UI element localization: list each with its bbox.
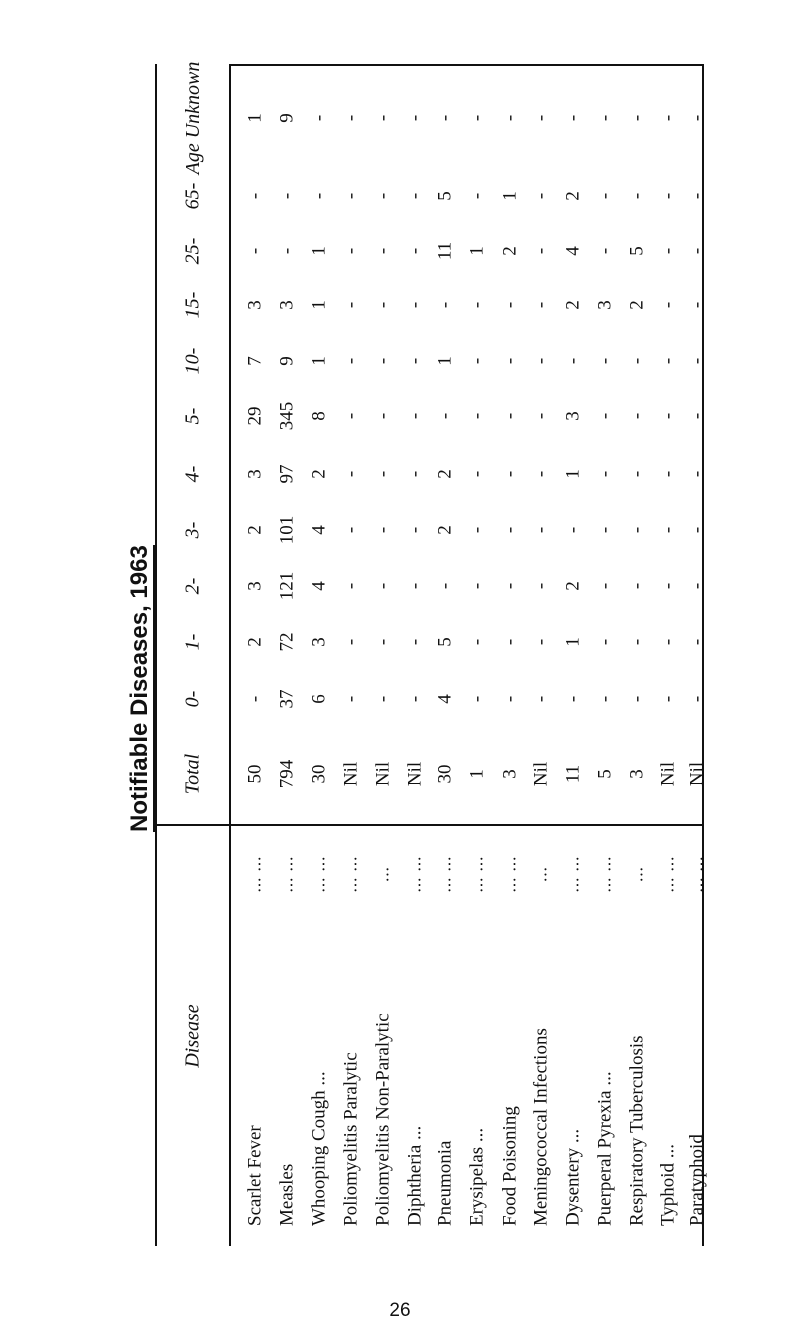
- table-cell-text: -: [686, 114, 708, 122]
- table-cell-text: -: [530, 470, 552, 478]
- table-cell-text: -: [530, 412, 552, 420]
- table-cell-text: -: [372, 412, 394, 420]
- table-cell-text: -: [686, 247, 708, 255]
- table-cell-text: 2: [499, 246, 521, 256]
- table-cell-text: 11: [562, 764, 584, 784]
- table-cell-text: 3: [308, 637, 330, 647]
- table-cell-text: -: [308, 114, 330, 122]
- table-cell-text: 5: [626, 246, 648, 256]
- table-cell-text: -: [434, 582, 456, 590]
- table-cell-text: -: [340, 638, 362, 646]
- column-header-8-text: 15-: [181, 291, 204, 319]
- table-cell-text: -: [530, 582, 552, 590]
- table-cell-text: -: [434, 114, 456, 122]
- table-cell-text: -: [244, 247, 266, 255]
- table-cell-text: -: [657, 357, 679, 365]
- table-cell-text: -: [466, 412, 488, 420]
- leader-dots-text: ...: [627, 866, 647, 882]
- table-cell-text: 101: [276, 515, 298, 545]
- table-cell-text: Nil: [372, 761, 394, 787]
- table-cell-text: -: [657, 638, 679, 646]
- table-cell-text: -: [562, 695, 584, 703]
- table-cell-text: -: [499, 357, 521, 365]
- table-cell-text: 2: [244, 525, 266, 535]
- table-cell-text: 5: [434, 191, 456, 201]
- table-cell-text: -: [530, 357, 552, 365]
- table-cell-text: -: [530, 114, 552, 122]
- table-cell-text: -: [686, 695, 708, 703]
- column-header-6-text: 5-: [181, 407, 204, 425]
- table-cell-text: 2: [308, 469, 330, 479]
- table-cell-text: -: [626, 470, 648, 478]
- table-cell-text: 1: [244, 113, 266, 123]
- column-header-1-text: 0-: [181, 690, 204, 708]
- table-cell-text: -: [466, 638, 488, 646]
- table-cell-text: -: [466, 695, 488, 703]
- table-cell-text: -: [340, 192, 362, 200]
- table-cell-text: -: [404, 695, 426, 703]
- table-cell-text: -: [340, 114, 362, 122]
- table-cell-text: -: [626, 192, 648, 200]
- table-cell-text: -: [466, 470, 488, 478]
- table-cell-text: -: [562, 114, 584, 122]
- disease-name-text: Paratyphoid: [686, 1134, 708, 1226]
- table-cell-text: -: [657, 247, 679, 255]
- table-cell-text: -: [404, 247, 426, 255]
- table-cell-text: -: [530, 301, 552, 309]
- disease-name-text: Puerperal Pyrexia ...: [594, 1071, 616, 1226]
- table-cell-text: 4: [308, 525, 330, 535]
- table-top-rule: [229, 64, 704, 66]
- table-cell-text: 1: [562, 637, 584, 647]
- table-cell-text: -: [372, 192, 394, 200]
- disease-header-text: Disease: [181, 1004, 204, 1068]
- table-cell-text: Nil: [686, 761, 708, 787]
- table-cell-text: -: [530, 526, 552, 534]
- table-cell-text: -: [594, 357, 616, 365]
- table-cell-text: -: [626, 582, 648, 590]
- disease-name-text: Typhoid ...: [657, 1143, 679, 1226]
- table-cell-text: -: [686, 470, 708, 478]
- table-cell-text: Nil: [404, 761, 426, 787]
- disease-name-text: Poliomyelitis Paralytic: [340, 1052, 362, 1226]
- table-cell-text: -: [499, 526, 521, 534]
- table-cell-text: 7: [244, 356, 266, 366]
- table-cell-text: 9: [276, 113, 298, 123]
- table-cell-text: 4: [562, 246, 584, 256]
- table-cell-text: -: [404, 357, 426, 365]
- table-cell-text: 3: [244, 469, 266, 479]
- table-cell-text: 1: [308, 356, 330, 366]
- table-cell-text: -: [530, 695, 552, 703]
- disease-name-text: Poliomyelitis Non-Paralytic: [372, 1013, 394, 1226]
- table-cell-text: -: [499, 695, 521, 703]
- table-cell-text: -: [372, 582, 394, 590]
- column-header-2-text: 1-: [181, 633, 204, 651]
- table-cell-text: 3: [244, 581, 266, 591]
- table-cell-text: -: [372, 638, 394, 646]
- table-cell-text: -: [562, 526, 584, 534]
- table-cell-text: 2: [626, 300, 648, 310]
- table-cell-text: 11: [434, 241, 456, 261]
- table-mid-rule: [155, 824, 704, 826]
- leader-dots-text: ... ...: [467, 855, 487, 893]
- table-cell-text: -: [686, 301, 708, 309]
- table-cell-text: -: [340, 526, 362, 534]
- table-cell-text: 37: [276, 689, 298, 709]
- disease-name-text: Measles: [276, 1163, 298, 1226]
- table-cell-text: -: [244, 695, 266, 703]
- table-cell-text: -: [657, 412, 679, 420]
- table-cell-text: 9: [276, 356, 298, 366]
- table-cell-text: -: [372, 247, 394, 255]
- table-cell-text: -: [594, 412, 616, 420]
- disease-name-text: Meningococcal Infections: [530, 1028, 552, 1226]
- table-cell-text: 3: [276, 300, 298, 310]
- table-cell-text: -: [657, 470, 679, 478]
- table-cell-text: -: [626, 357, 648, 365]
- table-cell-text: 3: [499, 769, 521, 779]
- table-cell-text: -: [626, 526, 648, 534]
- table-cell-text: Nil: [530, 761, 552, 787]
- table-cell-text: -: [686, 526, 708, 534]
- table-cell-text: -: [404, 638, 426, 646]
- leader-dots-text: ... ...: [658, 855, 678, 893]
- table-cell-text: -: [466, 301, 488, 309]
- table-cell-text: 8: [308, 411, 330, 421]
- table-cell-text: 1: [562, 469, 584, 479]
- table-cell-text: -: [594, 114, 616, 122]
- table-cell-text: -: [404, 114, 426, 122]
- table-cell-text: 4: [434, 694, 456, 704]
- table-cell-text: -: [657, 192, 679, 200]
- table-cell-text: -: [499, 114, 521, 122]
- table-cell-text: -: [657, 526, 679, 534]
- disease-name-text: Diphtheria ...: [404, 1125, 426, 1226]
- table-cell-text: -: [686, 192, 708, 200]
- leader-dots-text: ... ...: [435, 855, 455, 893]
- table-left-border: [155, 64, 157, 1246]
- table-cell-text: -: [466, 357, 488, 365]
- table-cell-text: -: [404, 301, 426, 309]
- table-cell-text: -: [372, 301, 394, 309]
- table-cell-text: -: [657, 301, 679, 309]
- table-cell-text: -: [657, 695, 679, 703]
- column-header-9-text: 25-: [181, 237, 204, 265]
- table-cell-text: -: [434, 412, 456, 420]
- table-cell-text: -: [466, 582, 488, 590]
- table-cell-text: -: [499, 412, 521, 420]
- table-cell-text: 794: [276, 759, 298, 789]
- leader-dots-text: ...: [531, 866, 551, 882]
- notifiable-diseases-table: [155, 56, 708, 1246]
- table-cell-text: 5: [594, 769, 616, 779]
- table-cell-text: -: [404, 526, 426, 534]
- table-cell-text: -: [404, 582, 426, 590]
- table-cell-text: -: [499, 638, 521, 646]
- table-cell-text: 29: [244, 406, 266, 426]
- table-cell-text: 1: [466, 246, 488, 256]
- table-cell-text: -: [626, 114, 648, 122]
- table-cell-text: -: [276, 247, 298, 255]
- table-cell-text: 3: [244, 300, 266, 310]
- table-cell-text: Nil: [340, 761, 362, 787]
- leader-dots-text: ... ...: [277, 855, 297, 893]
- table-cell-text: 2: [562, 191, 584, 201]
- table-cell-text: 6: [308, 694, 330, 704]
- table-header-divider: [229, 64, 231, 1246]
- table-cell-text: 3: [594, 300, 616, 310]
- table-cell-text: 1: [499, 191, 521, 201]
- table-cell-text: 2: [434, 469, 456, 479]
- table-cell-text: Nil: [657, 761, 679, 787]
- table-cell-text: -: [594, 247, 616, 255]
- table-cell-text: 5: [434, 637, 456, 647]
- table-cell-text: -: [340, 357, 362, 365]
- table-cell-text: 3: [626, 769, 648, 779]
- disease-name-text: Food Poisoning: [499, 1106, 521, 1226]
- table-cell-text: -: [308, 192, 330, 200]
- table-cell-text: 2: [562, 581, 584, 591]
- page-number: 26: [389, 1300, 411, 1321]
- table-cell-text: 97: [276, 464, 298, 484]
- leader-dots-text: ... ...: [341, 855, 361, 893]
- table-cell-text: -: [686, 412, 708, 420]
- table-cell-text: -: [594, 192, 616, 200]
- table-cell-text: -: [594, 582, 616, 590]
- table-cell-text: 30: [434, 764, 456, 784]
- column-header-5-text: 4-: [181, 465, 204, 483]
- table-cell-text: 1: [466, 769, 488, 779]
- table-cell-text: -: [530, 638, 552, 646]
- table-cell-text: -: [594, 695, 616, 703]
- table-cell-text: -: [499, 470, 521, 478]
- table-cell-text: 121: [276, 571, 298, 601]
- leader-dots-text: ... ...: [595, 855, 615, 893]
- disease-name-text: Scarlet Fever: [244, 1125, 266, 1226]
- leader-dots-text: ... ...: [563, 855, 583, 893]
- table-cell-text: 1: [308, 246, 330, 256]
- table-cell-text: 4: [308, 581, 330, 591]
- column-header-7-text: 10-: [181, 347, 204, 375]
- table-cell-text: -: [404, 192, 426, 200]
- table-cell-text: -: [562, 357, 584, 365]
- table-cell-text: -: [340, 247, 362, 255]
- table-cell-text: 30: [308, 764, 330, 784]
- table-cell-text: -: [404, 412, 426, 420]
- table-cell-text: -: [530, 247, 552, 255]
- leader-dots-text: ... ...: [309, 855, 329, 893]
- table-cell-text: 1: [308, 300, 330, 310]
- table-cell-text: -: [340, 412, 362, 420]
- table-cell-text: -: [686, 582, 708, 590]
- disease-name-text: Dysentery ...: [562, 1128, 584, 1226]
- table-cell-text: -: [686, 638, 708, 646]
- table-cell-text: -: [530, 192, 552, 200]
- table-cell-text: -: [372, 114, 394, 122]
- table-cell-text: 3: [562, 411, 584, 421]
- table-cell-text: 345: [276, 401, 298, 431]
- table-cell-text: -: [594, 470, 616, 478]
- table-cell-text: -: [372, 357, 394, 365]
- table-cell-text: -: [626, 638, 648, 646]
- table-cell-text: -: [276, 192, 298, 200]
- column-header-0-text: Total: [181, 753, 204, 795]
- table-cell-text: -: [434, 301, 456, 309]
- table-cell-text: 2: [562, 300, 584, 310]
- table-cell-text: -: [466, 192, 488, 200]
- column-header-3-text: 2-: [181, 577, 204, 595]
- table-cell-text: -: [657, 114, 679, 122]
- disease-name-text: Respiratory Tuberculosis: [626, 1035, 648, 1226]
- disease-name-text: Erysipelas ...: [466, 1127, 488, 1226]
- table-right-border: [702, 64, 704, 1246]
- table-cell-text: -: [626, 695, 648, 703]
- table-cell-text: -: [626, 412, 648, 420]
- leader-dots-text: ... ...: [687, 855, 707, 893]
- table-cell-text: -: [657, 582, 679, 590]
- leader-dots-text: ... ...: [245, 855, 265, 893]
- table-cell-text: -: [594, 526, 616, 534]
- table-cell-text: 1: [434, 356, 456, 366]
- table-cell-text: -: [466, 114, 488, 122]
- table-cell-text: 2: [434, 525, 456, 535]
- table-cell-text: -: [372, 695, 394, 703]
- column-header-10-text: 65-: [181, 182, 204, 210]
- table-cell-text: 50: [244, 764, 266, 784]
- table-cell-text: -: [372, 470, 394, 478]
- column-header-age-unknown-text: Age Unknown: [182, 61, 204, 175]
- table-cell-text: -: [244, 192, 266, 200]
- table-cell-text: -: [686, 357, 708, 365]
- table-cell-text: -: [499, 301, 521, 309]
- column-header-4-text: 3-: [181, 521, 204, 539]
- leader-dots-text: ... ...: [405, 855, 425, 893]
- table-cell-text: -: [594, 638, 616, 646]
- table-cell-text: -: [340, 582, 362, 590]
- table-cell-text: -: [340, 301, 362, 309]
- table-cell-text: -: [340, 695, 362, 703]
- table-cell-text: -: [466, 526, 488, 534]
- page-title-text: Notifiable Diseases, 1963: [126, 545, 153, 832]
- table-cell-text: 72: [276, 632, 298, 652]
- disease-name-text: Whooping Cough ...: [308, 1071, 330, 1226]
- leader-dots-text: ...: [373, 866, 393, 882]
- table-cell-text: -: [372, 526, 394, 534]
- table-cell-text: -: [404, 470, 426, 478]
- table-cell-text: 2: [244, 637, 266, 647]
- leader-dots-text: ... ...: [500, 855, 520, 893]
- table-cell-text: -: [499, 582, 521, 590]
- table-cell-text: -: [340, 470, 362, 478]
- disease-name-text: Pneumonia: [434, 1140, 456, 1226]
